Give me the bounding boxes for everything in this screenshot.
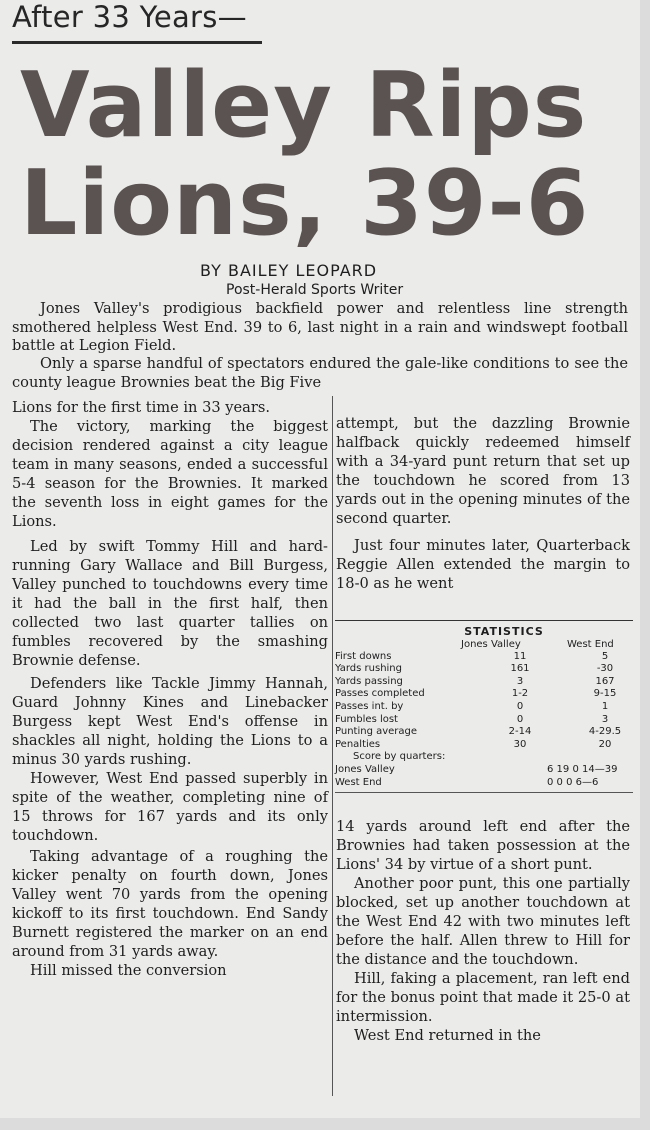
- paragraph: Hill, faking a placement, ran left end for the bonus point that made it 25-0 at intermission.: [336, 970, 630, 1025]
- stat-jv: 2-14: [508, 726, 532, 738]
- stat-jv: 3: [516, 675, 524, 687]
- stats-bottom-rule: [335, 792, 633, 793]
- paragraph: West End returned in the: [354, 1027, 541, 1044]
- paragraph: Defenders like Tackle Jimmy Hannah, Guard Johnny Kines and Linebacker Burgess kept West End's offense in shackles all night, holding the Lions to a minus 30 yards rushing.: [12, 675, 328, 768]
- stats-header: [335, 639, 633, 651]
- paragraph: 14 yards around left end after the Brownies had taken possession at the Lions' 34 by virtue of a short punt.: [336, 818, 630, 873]
- stat-label: Fumbles lost: [335, 713, 398, 725]
- paragraph: attempt, but the dazzling Brownie halfback quickly redeemed himself with a 34-yard punt return that set up the touchdown he scored from 13 yards out in the opening minutes of the second quarter.: [336, 415, 630, 527]
- stat-label: Yards passing: [335, 675, 403, 687]
- stat-jv: 30: [513, 738, 527, 750]
- stats-team2-header: West End: [567, 638, 614, 650]
- stat-jv: 161: [510, 663, 530, 675]
- stat-jv: 0: [516, 713, 524, 725]
- stats-team1-header: Jones Valley: [461, 638, 521, 650]
- stat-we: 20: [598, 738, 612, 750]
- paragraph: Led by swift Tommy Hill and hard-running Gary Wallace and Bill Burgess, Valley punched to touchdowns every time it had the ball in the first half, then collected two last quarter tallies on fumbles recovered by the smashing Brownie defense.: [12, 538, 328, 669]
- statistics-box: [335, 620, 633, 800]
- stats-row: [335, 651, 633, 664]
- stat-we: 3: [601, 713, 609, 725]
- stat-we: 4-29.5: [588, 726, 622, 738]
- kicker: After 33 Years—: [12, 0, 247, 34]
- column-1: [12, 398, 328, 980]
- stat-jv: 1-2: [511, 688, 529, 700]
- stat-label: Passes int. by: [335, 700, 404, 712]
- stats-row: [335, 688, 633, 701]
- stats-title: STATISTICS: [464, 625, 544, 638]
- stats-row: [335, 726, 633, 739]
- stat-label: Passes completed: [335, 688, 425, 700]
- score-by-quarters-title: Score by quarters:: [353, 751, 446, 763]
- stats-row: [335, 701, 633, 714]
- column-2-top: [336, 414, 630, 593]
- score-row: [335, 777, 633, 790]
- writer-credit: Post-Herald Sports Writer: [226, 282, 404, 298]
- stat-label: Punting average: [335, 726, 418, 738]
- headline-line-2: Lions, 39-6: [20, 151, 590, 256]
- kicker-underline: [12, 41, 262, 44]
- stats-row: [335, 714, 633, 727]
- stat-we: 9-15: [593, 688, 617, 700]
- stats-row: [335, 739, 633, 752]
- stat-jv: 11: [513, 650, 527, 662]
- stat-we: 167: [595, 675, 615, 687]
- stat-jv: 0: [516, 700, 524, 712]
- stat-we: 5: [601, 650, 609, 662]
- column-2-bottom: [336, 817, 630, 1045]
- stat-label: First downs: [335, 650, 392, 662]
- stat-we: -30: [596, 663, 614, 675]
- paragraph: Lions for the first time in 33 years.: [12, 399, 270, 416]
- byline: BY BAILEY LEOPARD: [200, 261, 378, 280]
- score-quarters: 6 19 0 14—39: [547, 763, 618, 775]
- lead-paragraph-1: Jones Valley's prodigious backfield power and relentless line strength smothered helpless West End. 39 to 6, last night in a rain and windswept football battle at Legion Field.: [12, 300, 628, 354]
- paragraph: Taking advantage of a roughing the kicker penalty on fourth down, Jones Valley went 70 yards from the opening kickoff to its first touchdown. End Sandy Burnett registered the marker on an end around from 31 yards away.: [12, 848, 328, 960]
- paragraph: The victory, marking the biggest decision rendered against a city league team in many seasons, ended a successful 5-4 season for the Brownies. It marked the seventh loss in eight games for the Lions.: [12, 418, 328, 530]
- stat-we: 1: [601, 700, 609, 712]
- stats-row: [335, 676, 633, 689]
- paragraph: Another poor punt, this one partially blocked, set up another touchdown at the West End 42 with two minutes left before the half. Allen threw to Hill for the distance and the touchdown.: [336, 875, 630, 968]
- stats-row: [335, 663, 633, 676]
- score-team: West End: [335, 776, 382, 788]
- stat-label: Yards rushing: [335, 663, 402, 675]
- stats-top-rule: [335, 620, 633, 621]
- column-divider: [332, 396, 333, 1096]
- paragraph: Hill missed the conversion: [30, 962, 227, 979]
- stat-label: Penalties: [335, 738, 381, 750]
- lead-paragraph-2: Only a sparse handful of spectators endured the gale-like conditions to see the county league Brownies beat the Big Five: [12, 355, 628, 391]
- headline-line-1: Valley Rips: [20, 53, 588, 158]
- paragraph: Just four minutes later, Quarterback Reggie Allen extended the margin to 18-0 as he went: [336, 537, 630, 592]
- paragraph: However, West End passed superbly in spite of the weather, completing nine of 15 throws for 167 yards and its only touchdown.: [12, 770, 328, 844]
- score-row: [335, 764, 633, 777]
- score-team: Jones Valley: [335, 763, 395, 775]
- score-quarters: 0 0 0 6—6: [547, 776, 599, 788]
